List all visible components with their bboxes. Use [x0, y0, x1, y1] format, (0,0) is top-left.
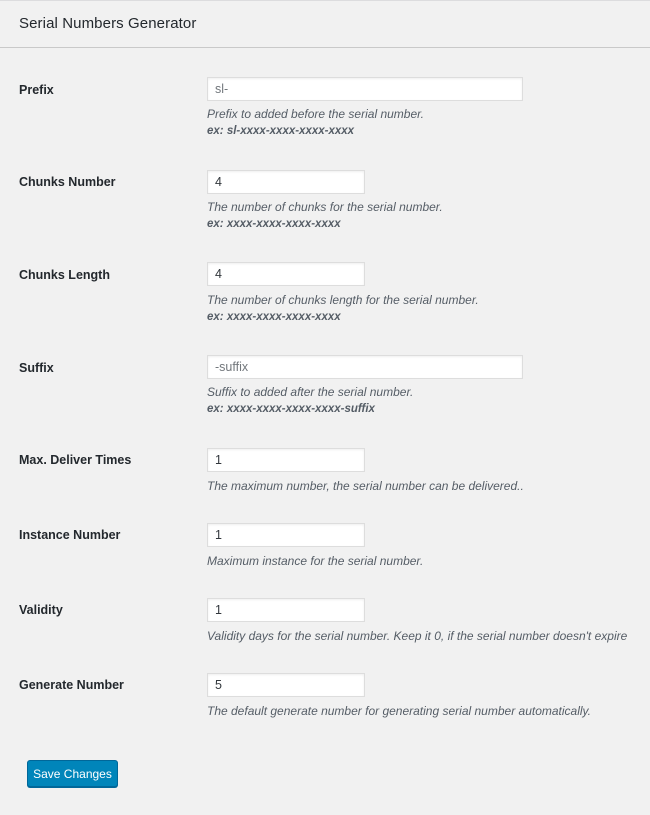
title-divider — [0, 47, 650, 48]
max-deliver-times-description: The maximum number, the serial number can be delivered.. — [207, 479, 524, 493]
chunks-length-label: Chunks Length — [19, 268, 110, 282]
generate-number-description: The default generate number for generating serial number automatically. — [207, 704, 591, 718]
prefix-example: ex: sl-xxxx-xxxx-xxxx-xxxx — [207, 125, 355, 137]
prefix-label: Prefix — [19, 83, 54, 97]
chunks-number-label: Chunks Number — [19, 175, 116, 189]
max-deliver-times-label: Max. Deliver Times — [19, 453, 132, 467]
instance-number-description: Maximum instance for the serial number. — [207, 554, 424, 568]
generate-number-input[interactable] — [207, 673, 365, 697]
prefix-input[interactable] — [207, 77, 523, 101]
chunks-length-input[interactable] — [207, 262, 365, 286]
max-deliver-times-input[interactable] — [207, 448, 365, 472]
chunks-number-example: ex: xxxx-xxxx-xxxx-xxxx — [207, 218, 341, 230]
instance-number-label: Instance Number — [19, 528, 121, 542]
validity-label: Validity — [19, 603, 63, 617]
chunks-length-description: The number of chunks length for the serial number. — [207, 293, 479, 307]
chunks-number-input[interactable] — [207, 170, 365, 194]
generate-number-label: Generate Number — [19, 678, 124, 692]
suffix-example: ex: xxxx-xxxx-xxxx-xxxx-suffix — [207, 403, 375, 415]
suffix-label: Suffix — [19, 361, 54, 375]
suffix-description: Suffix to added after the serial number. — [207, 385, 414, 399]
save-changes-button[interactable]: Save Changes — [27, 760, 118, 787]
validity-description: Validity days for the serial number. Keep it 0, if the serial number doesn't expire — [207, 629, 628, 643]
chunks-number-description: The number of chunks for the serial number. — [207, 200, 443, 214]
page-title: Serial Numbers Generator — [19, 15, 197, 32]
chunks-length-example: ex: xxxx-xxxx-xxxx-xxxx — [207, 311, 341, 323]
top-border — [0, 0, 650, 1]
prefix-description: Prefix to added before the serial number. — [207, 107, 425, 121]
instance-number-input[interactable] — [207, 523, 365, 547]
validity-input[interactable] — [207, 598, 365, 622]
suffix-input[interactable] — [207, 355, 523, 379]
